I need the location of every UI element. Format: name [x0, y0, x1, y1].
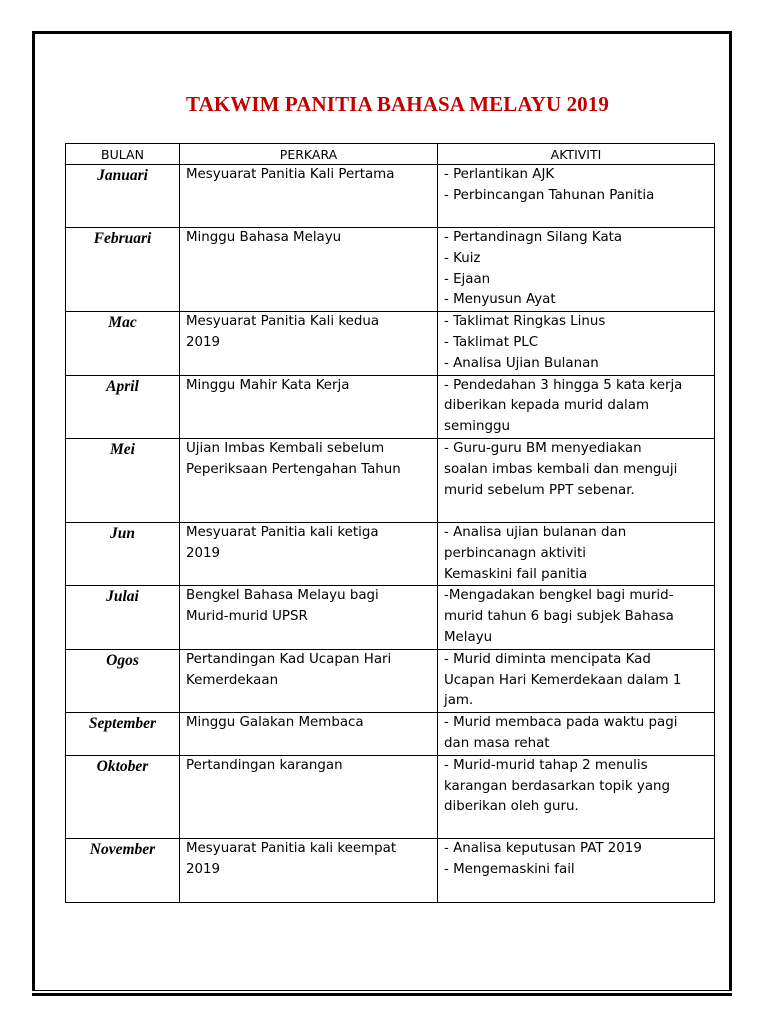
aktiviti-cell [438, 165, 715, 228]
perkara-line: Pertandingan karangan [186, 757, 343, 773]
perkara-line: Peperiksaan Pertengahan Tahun [186, 461, 401, 477]
aktiviti-cell [438, 649, 715, 712]
aktiviti-line: seminggu [444, 419, 510, 435]
perkara-line: Murid-murid UPSR [186, 609, 308, 625]
aktiviti-line: - Murid membaca pada waktu pagi [444, 715, 678, 731]
takwim-table [65, 143, 715, 903]
perkara-cell [180, 375, 438, 438]
aktiviti-line: -Mengadakan bengkel bagi murid- [444, 588, 674, 604]
perkara-line: Kemerdekaan [186, 672, 279, 688]
aktiviti-cell [438, 713, 715, 756]
month-cell: November [66, 838, 180, 902]
table-row [66, 649, 715, 712]
aktiviti-line: murid tahun 6 bagi subjek Bahasa [444, 609, 674, 625]
month-cell: Mei [66, 438, 180, 522]
month-cell: Oktober [66, 755, 180, 838]
perkara-line: Mesyuarat Panitia Kali Pertama [186, 167, 395, 182]
aktiviti-line: - Guru-guru BM menyediakan [444, 440, 642, 456]
aktiviti-line: Ucapan Hari Kemerdekaan dalam 1 [444, 672, 682, 688]
month-cell: September [66, 713, 180, 756]
header-perkara: PERKARA [180, 144, 438, 165]
month-cell: Jun [66, 522, 180, 585]
aktiviti-line: - Perbincangan Tahunan Panitia [444, 187, 655, 203]
table-row [66, 713, 715, 756]
table-row [66, 755, 715, 838]
table-row [66, 375, 715, 438]
aktiviti-line: soalan imbas kembali dan menguji [444, 461, 678, 477]
perkara-cell [180, 755, 438, 838]
aktiviti-cell [438, 375, 715, 438]
table-row [66, 228, 715, 312]
aktiviti-line: - Murid-murid tahap 2 menulis [444, 757, 648, 773]
table-header-row [66, 144, 715, 165]
aktiviti-line: - Analisa Ujian Bulanan [444, 355, 599, 371]
aktiviti-cell [438, 755, 715, 838]
aktiviti-cell [438, 522, 715, 585]
perkara-cell [180, 522, 438, 585]
perkara-line: Minggu Mahir Kata Kerja [186, 377, 350, 393]
table-row [66, 522, 715, 585]
month-cell: Januari [66, 165, 180, 228]
perkara-line: Ujian Imbas Kembali sebelum [186, 440, 385, 456]
perkara-cell [180, 228, 438, 312]
aktiviti-line: diberikan kepada murid dalam [444, 398, 650, 414]
aktiviti-cell [438, 838, 715, 902]
table-row [66, 165, 715, 228]
perkara-cell [180, 312, 438, 375]
perkara-line: Mesyuarat Panitia kali ketiga [186, 524, 379, 540]
header-bulan: BULAN [66, 144, 180, 165]
perkara-line: Mesyuarat Panitia Kali kedua [186, 314, 380, 330]
aktiviti-line: - Analisa ujian bulanan dan [444, 524, 627, 540]
header-aktiviti: AKTIVITI [438, 144, 715, 165]
aktiviti-line: Melayu [444, 629, 493, 645]
month-cell: Julai [66, 586, 180, 649]
aktiviti-line: - Pertandinagn Silang Kata [444, 230, 623, 245]
perkara-line: Minggu Galakan Membaca [186, 715, 364, 731]
perkara-line: Bengkel Bahasa Melayu bagi [186, 588, 379, 604]
perkara-cell [180, 713, 438, 756]
aktiviti-line: - Taklimat PLC [444, 334, 539, 350]
aktiviti-line: - Ejaan [444, 271, 491, 287]
aktiviti-line: - Menyusun Ayat [444, 292, 556, 308]
aktiviti-cell [438, 312, 715, 375]
month-cell: Februari [66, 228, 180, 312]
aktiviti-cell [438, 586, 715, 649]
aktiviti-line: - Mengemaskini fail [444, 861, 575, 877]
aktiviti-line: murid sebelum PPT sebenar. [444, 482, 635, 498]
table-row [66, 312, 715, 375]
aktiviti-line: - Taklimat Ringkas Linus [444, 314, 606, 330]
perkara-cell [180, 649, 438, 712]
perkara-line: 2019 [186, 334, 221, 350]
perkara-line: Mesyuarat Panitia kali keempat [186, 840, 397, 856]
aktiviti-line: - Pendedahan 3 hingga 5 kata kerja [444, 377, 683, 393]
page-border-bottom [32, 993, 732, 996]
aktiviti-line: Kemaskini fail panitia [444, 566, 588, 582]
table-row [66, 838, 715, 902]
document-title: TAKWIM PANITIA BAHASA MELAYU 2019 [186, 92, 609, 116]
month-cell: Ogos [66, 649, 180, 712]
perkara-line: Pertandingan Kad Ucapan Hari [186, 651, 392, 667]
aktiviti-line: - Analisa keputusan PAT 2019 [444, 840, 642, 856]
perkara-line: 2019 [186, 545, 221, 561]
perkara-cell [180, 586, 438, 649]
perkara-cell [180, 838, 438, 902]
aktiviti-line: - Murid diminta mencipata Kad [444, 651, 651, 667]
perkara-line: Minggu Bahasa Melayu [186, 230, 342, 245]
aktiviti-line: jam. [444, 693, 474, 709]
aktiviti-line: perbincanagn aktiviti [444, 545, 587, 561]
perkara-cell [180, 165, 438, 228]
aktiviti-cell [438, 228, 715, 312]
perkara-line: 2019 [186, 861, 221, 877]
aktiviti-line: - Kuiz [444, 250, 481, 266]
aktiviti-line: - Perlantikan AJK [444, 167, 555, 182]
aktiviti-line: dan masa rehat [444, 735, 550, 751]
aktiviti-line: diberikan oleh guru. [444, 799, 579, 815]
table-row [66, 586, 715, 649]
month-cell: Mac [66, 312, 180, 375]
aktiviti-line: karangan berdasarkan topik yang [444, 778, 671, 794]
perkara-cell [180, 438, 438, 522]
table-row [66, 438, 715, 522]
aktiviti-cell [438, 438, 715, 522]
month-cell: April [66, 375, 180, 438]
